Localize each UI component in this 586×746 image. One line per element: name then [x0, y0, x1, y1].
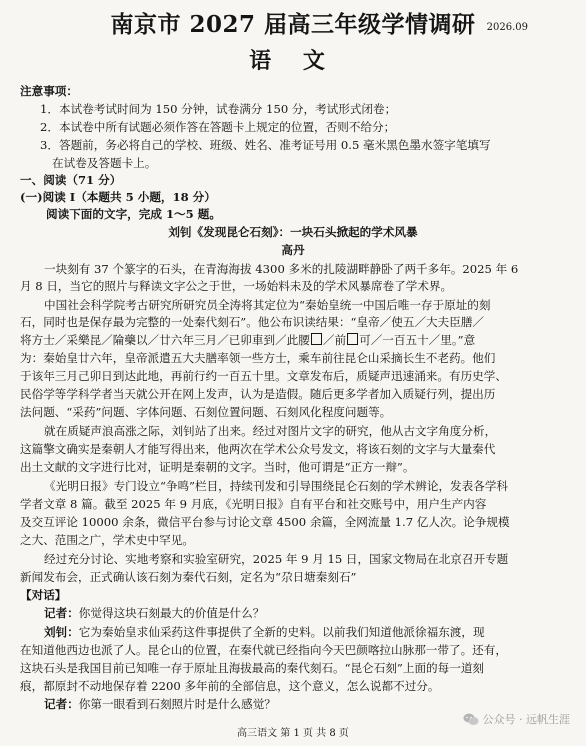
- inscription-text: 可: [359, 333, 371, 347]
- paragraph-line: 将方士／采樂昆／陯藥以／廿六年三月／已卯車到／此腰 ／前 可／一百五十／里。”意: [20, 333, 476, 347]
- inscription-text: 将方士／采樂昆／陯藥以／廿六年三月／已卯車到／此腰: [20, 333, 310, 347]
- article-author: 高丹: [281, 243, 305, 257]
- subject-title: 语 文: [249, 48, 337, 74]
- paragraph-line: 新闻发布会，正式确认该石刻为秦代石刻，定名为“尕日塘秦刻石”: [20, 570, 357, 584]
- question-text: 你第一眼看到石刻照片时是什么感觉？: [78, 697, 276, 711]
- missing-char-box: [311, 333, 322, 345]
- notice-item: 2．本试卷中所有试题必须作答在答题卡上规定的位置，否则不给分；: [40, 120, 396, 134]
- missing-char-box: [347, 333, 358, 345]
- answer-line: 痕，都原封不动地保存着 2200 多年前的全部信息，这个意义，怎么说都不过分。: [20, 679, 440, 693]
- paragraph-line: 出土文献的文字进行比对，证明是秦朝的文字。当时，他可谓是“正方一辩”。: [20, 460, 415, 474]
- paragraph-line: 经过充分讨论、实地考察和实验室研究，2025 年 9 月 15 日，国家文物局在北京召开专题: [44, 552, 509, 566]
- dialogue-answer: [44, 624, 485, 641]
- paragraph-line: 民俗学等学科学者当天就公开在网上发声，认为是造假。随后更多学者加入质疑行列，提出历: [20, 387, 496, 401]
- paragraph-line: 之大、范围之广，学术史中罕见。: [20, 533, 194, 547]
- question-text: 你觉得这块石刻最大的价值是什么？: [78, 606, 265, 620]
- paragraph-line: 学者文章 8 篇。截至 2025 年 9 月底，《光明日报》自有平台和社交账号中，用户生产内容: [20, 497, 487, 511]
- dialogue-question: [44, 696, 276, 713]
- paragraph-line: 法问题、“采药”问题、字体问题、石刻位置问题、石刻风化程度问题等。: [20, 405, 392, 419]
- inscription-text: 前: [334, 333, 347, 347]
- speaker-label: 记者：: [44, 697, 79, 711]
- paragraph-line: 石，同时也是保存最为完整的一处秦代刻石”。他公布识读结果：“皇帝／使五／大夫臣膳／: [20, 315, 485, 329]
- article-title: 刘钊《发现昆仑石刻》：一块石头掀起的学术风暴: [168, 225, 418, 239]
- header: [0, 6, 586, 40]
- answer-line: 在知道他西边也派了人。昆仑山的位置，在秦代就已经指向今天巴颜喀拉山脉那一带了。还有，: [20, 643, 507, 657]
- watermark-text: 公众号 · 远帆生涯: [482, 713, 570, 726]
- paragraph-line: 《光明日报》专门设立“争鸣”栏目，持续刊发和引导围绕昆仑石刻的学术辨论，发表各学科: [44, 479, 509, 493]
- paragraph-line: 这篇擎文确实是秦朝人才能写得出来，他两次在学术公众号发文，将该石刻的文字与大量秦代: [20, 442, 496, 456]
- dialogue-heading: 【对话】: [20, 588, 67, 602]
- dialogue-question: [44, 605, 264, 622]
- notice-item: 1．本试卷考试时间为 150 分钟，试卷满分 150 分，考试形式闭卷；: [40, 102, 397, 116]
- inscription-text: 一百五十／里。”意: [382, 333, 476, 347]
- paragraph-line: 一块刻有 37 个篆字的石头，在青海海拔 4300 多米的扎陵湖畔静卧了两千多年。2025 年 6: [44, 262, 519, 276]
- notice-item: 在试卷及答题卡上。: [52, 156, 157, 170]
- paragraph-line: 月 8 日，当它的照片与释读文字公之于世，一场始料未及的学术风暴席卷了学术界。: [20, 279, 453, 293]
- notice-heading: 注意事项：: [20, 84, 78, 98]
- notice-item: 3．答题前，务必将自己的学校、班级、姓名、准考证号用 0.5 毫米黑色墨水签字笔填写: [40, 138, 491, 152]
- paragraph-line: 为：秦始皇廿六年，皇帝派遣五大夫膳率领一些方士，乘车前往昆仑山采摘长生不老药。他们: [20, 351, 496, 365]
- answer-line: 这块石头是我国目前已知唯一存于原址且海拔最高的秦代刻石。“昆仑石刻”上面的每一道刻: [20, 661, 485, 675]
- speaker-label: 记者：: [44, 606, 79, 620]
- paragraph-line: 中国社会科学院考古研究所研究员全涛将其定位为“秦始皇统一中国后唯一存于原址的刻: [44, 298, 491, 312]
- paragraph-line: 及交互评论 10000 余条，微信平台参与讨论文章 4500 余篇，全网流量 1.7 亿人次。论争规模: [20, 515, 510, 529]
- sub-heading: (一)阅读 I（本题共 5 小题，18 分）: [20, 190, 216, 204]
- exam-date: 2026.09: [486, 22, 528, 33]
- answer-text: 它为秦始皇求仙采药这件事提供了全新的史料。以前我们知道他派徐福东渡，现: [78, 625, 485, 639]
- exam-title: 南京市 2027 届高三年级学情调研: [110, 11, 476, 38]
- instruction: 阅读下面的文字，完成 1～5 题。: [46, 207, 221, 221]
- paragraph-line: 就在质疑声浪高涨之际，刘钊站了出来。经过对图片文字的研究，他从古文字角度分析，: [44, 424, 497, 438]
- paragraph-line: 于该年三月己卯日到达此地，再前行约一百五十里。文章发布后，质疑声迅速涌来。有历史学、: [20, 369, 507, 383]
- speaker-label: 刘钊：: [44, 625, 79, 639]
- part-heading: 一、阅读（71 分）: [20, 173, 122, 187]
- page-footer: 高三语文 第 1 页 共 8 页: [237, 728, 349, 739]
